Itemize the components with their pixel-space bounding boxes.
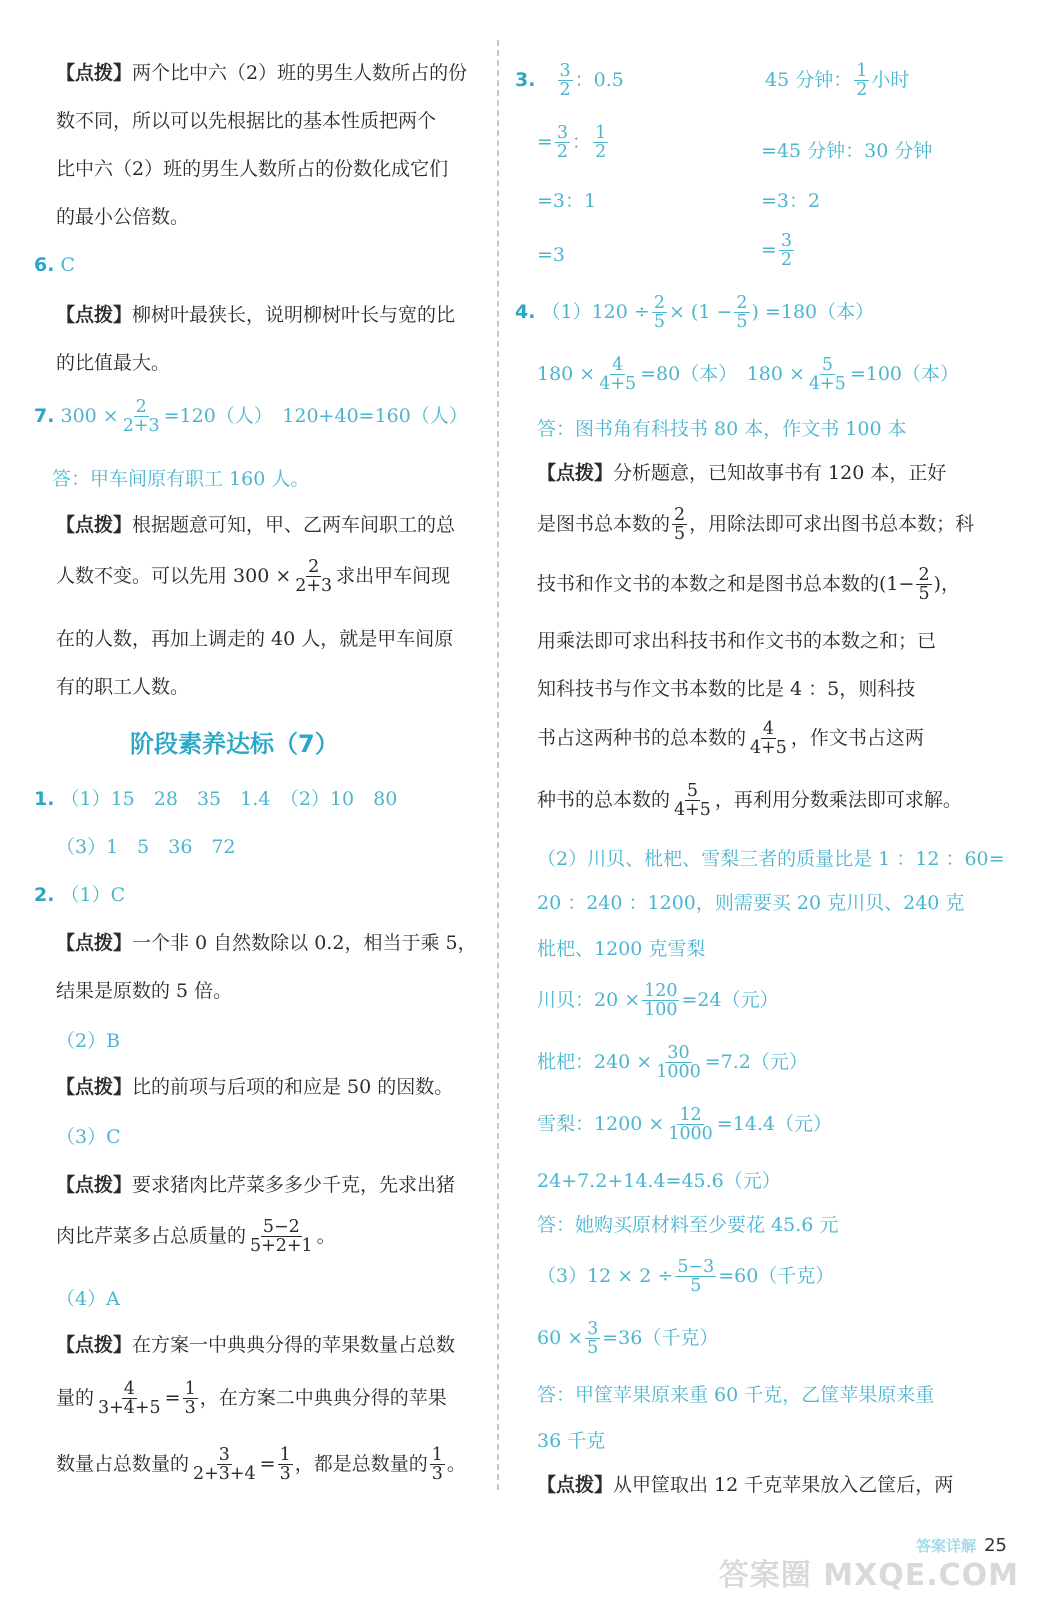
fraction	[430, 1446, 445, 1484]
numerator: 1	[595, 123, 607, 143]
denominator: 2+3+4	[193, 1464, 256, 1485]
tip-q7-line3: 在的人数，再加上调走的 40 人，就是甲车间原	[56, 628, 454, 650]
s2-2-answer: （2）B	[56, 1030, 121, 1052]
tip-q4-line1	[537, 458, 946, 485]
tip-tag: 【点拨】	[56, 1174, 133, 1196]
tip-q4-line7	[537, 782, 962, 820]
tip-p5-line4: 的最小公倍数。	[56, 206, 190, 228]
tip-text: 分析题意，已知故事书有 120 本，正好	[613, 462, 947, 484]
question-number: 6.	[34, 254, 55, 276]
tip-text: 书占这两种书的总本数的	[537, 726, 747, 749]
tip-text: 根据题意可知，甲、乙两车间职工的总	[132, 514, 456, 536]
tip-text: ，在方案二中典典分得的苹果	[199, 1386, 447, 1409]
numerator: 3	[587, 1319, 599, 1339]
fraction	[675, 1258, 716, 1296]
tip-text: 人数不变。可以先用 300 ×	[56, 564, 292, 587]
tip-tag: 【点拨】	[56, 1334, 133, 1356]
numerator: 120	[644, 981, 678, 1001]
q3-left-calc	[556, 61, 624, 101]
answer: C	[60, 254, 76, 276]
numerator: 1	[279, 1445, 291, 1465]
tip-q4-line4: 用乘法即可求出科技书和作文书的本数之和；已	[537, 630, 937, 652]
q4-2-line1: （2）川贝、枇杷、雪梨三者的质量比是 1 ：12 ：60=	[537, 848, 1005, 870]
q4-1-answer: 答：图书角有科技书 80 本，作文书 100 本	[537, 418, 907, 440]
fraction	[585, 1320, 600, 1358]
q4-3-calc1	[537, 1258, 834, 1296]
question-number: 1.	[34, 788, 55, 810]
tip-s2-3-line2	[56, 1218, 336, 1256]
question-number: 4.	[515, 300, 536, 323]
denominator: 4+5	[599, 374, 637, 395]
tip-text: 肉比芹菜多占总质量的	[56, 1224, 247, 1247]
q3-right-row4	[761, 232, 796, 270]
numerator: 5	[686, 781, 699, 801]
tip-tag: 【点拨】	[56, 1076, 133, 1098]
tip-text: 。	[316, 1224, 336, 1247]
tip-text: 要求猪肉比芹菜多多少千克，先求出猪	[132, 1174, 456, 1196]
question-3-row1	[515, 62, 624, 100]
calc-text: 60 ×	[537, 1326, 584, 1349]
fraction	[672, 506, 687, 544]
tip-tag: 【点拨】	[56, 932, 133, 954]
section-q1	[34, 784, 397, 811]
tip-p5-line3: 比中六（2）班的男生人数所占的份数化成它们	[56, 158, 449, 180]
calc-text: =7.2（元）	[704, 1050, 808, 1073]
answer: （1）15 28 35 1.4 （2）10 80	[60, 788, 398, 810]
tip-tag: 【点拨】	[537, 1474, 614, 1496]
calc-text: =100（本）	[849, 362, 959, 385]
denominator: 1000	[668, 1124, 713, 1145]
q4-1-calc2	[537, 356, 959, 394]
q4-3-answer-line2: 36 千克	[537, 1430, 606, 1452]
answer: （1）C	[60, 884, 126, 906]
numerator: 12	[679, 1105, 702, 1125]
numerator: 1	[184, 1379, 196, 1399]
tip-q4-3	[537, 1470, 953, 1497]
q3-left-row4: =3	[537, 244, 566, 266]
s2-3-answer: （3）C	[56, 1126, 121, 1148]
q4-2-calc3	[537, 1106, 832, 1144]
denominator: 5+2+1	[250, 1236, 313, 1257]
q4-3-calc2	[537, 1320, 718, 1358]
numerator: 1	[431, 1445, 443, 1465]
tip-s2-1-line1	[56, 928, 477, 955]
numerator: 30	[667, 1043, 690, 1063]
q3-left-row2	[537, 124, 610, 162]
q4-2-sum: 24+7.2+14.4=45.6（元）	[537, 1170, 781, 1192]
numerator: 2	[308, 557, 320, 577]
tip-text: 量的	[56, 1386, 95, 1409]
fraction	[916, 566, 931, 604]
numerator: 3	[559, 61, 571, 81]
fraction	[278, 1446, 293, 1484]
numerator: 3	[780, 231, 793, 251]
equals-sign: =	[259, 1452, 276, 1475]
fraction	[121, 398, 162, 436]
q3-right-row1	[765, 62, 909, 100]
fraction	[183, 1380, 198, 1418]
calc-text: （1）120 ÷	[541, 300, 650, 323]
tip-p5-line1	[56, 58, 467, 85]
tip-q4-line3	[537, 566, 960, 604]
tip-q4-line5: 知科技书与作文书本数的比是 4 ：5，则科技	[537, 678, 916, 700]
tip-text: 。	[446, 1452, 466, 1475]
calc-text: =60（千克）	[718, 1264, 835, 1287]
denominator: 5	[690, 1276, 702, 1297]
denominator: 2	[780, 250, 793, 271]
tip-text: 比的前项与后项的和应是 50 的因数。	[132, 1076, 454, 1098]
q3-left-row3: =3：1	[537, 190, 597, 212]
numerator: 2	[918, 565, 930, 585]
section-q2	[34, 880, 125, 907]
page-number: 25	[984, 1535, 1007, 1556]
calc-text: ：	[572, 130, 592, 153]
fraction	[807, 356, 848, 394]
question-7	[34, 398, 468, 436]
denominator: 5	[674, 524, 686, 545]
denominator: 3	[184, 1398, 196, 1419]
denominator: 4+5	[808, 374, 846, 395]
fraction	[293, 558, 334, 596]
q3-right-row2: =45 分钟：30 分钟	[761, 140, 933, 162]
calc-text: =36（千克）	[602, 1326, 719, 1349]
numerator: 2	[674, 505, 686, 525]
q4-2-line2: 20 ：240 ：1200，则需要买 20 克川贝、240 克	[537, 892, 965, 914]
denominator: 5	[587, 1338, 599, 1359]
fraction	[734, 294, 749, 332]
q4-1-calc	[541, 293, 875, 333]
q3-right-row3: =3：2	[761, 190, 821, 212]
tip-q4-line2	[537, 506, 974, 544]
denominator: 1000	[656, 1062, 701, 1083]
question-6	[34, 254, 75, 276]
fraction	[654, 1044, 702, 1082]
fraction	[597, 356, 638, 394]
fraction	[748, 720, 789, 758]
calc-text: 300 ×	[60, 404, 119, 427]
numerator: 1	[856, 61, 868, 81]
numerator: 2	[135, 397, 147, 417]
numerator: 3	[218, 1445, 230, 1465]
denominator: 3	[431, 1464, 443, 1485]
numerator: 2	[736, 293, 748, 313]
q7-calc	[60, 397, 468, 437]
tip-tag: 【点拨】	[56, 304, 133, 326]
tip-tag: 【点拨】	[56, 514, 133, 536]
calc-text: =14.4（元）	[716, 1112, 833, 1135]
tip-q7-line4: 有的职工人数。	[56, 676, 190, 698]
tip-q6-line1	[56, 300, 455, 327]
section-title: 阶段素养达标（7）	[130, 730, 339, 758]
column-divider	[497, 40, 499, 1490]
tip-text: 是图书总本数的	[537, 512, 671, 535]
denominator: 5	[918, 584, 930, 605]
numerator: 4	[123, 1379, 135, 1399]
denominator: 2+3	[122, 416, 160, 437]
fraction	[854, 62, 869, 100]
calc-text: 雪梨：1200 ×	[537, 1112, 665, 1135]
tip-text: 求出甲车间现	[336, 564, 451, 587]
fraction	[593, 124, 608, 162]
tip-s2-4-line1	[56, 1330, 455, 1357]
calc-text: 45 分钟：	[765, 68, 853, 91]
fraction	[779, 232, 794, 270]
tip-q6-line2: 的比值最大。	[56, 352, 171, 374]
tip-text: ，再利用分数乘法即可求解。	[714, 788, 962, 811]
tip-q4-line6	[537, 720, 924, 758]
section-q1-line2: （3）1 5 36 72	[56, 836, 236, 858]
fraction	[652, 294, 667, 332]
denominator: 2	[559, 80, 571, 101]
calc-text: =80（本） 180 ×	[640, 362, 805, 385]
question-number: 2.	[34, 884, 55, 906]
tip-s2-1-line2: 结果是原数的 5 倍。	[56, 980, 233, 1002]
tip-text: 技书和作文书的本数之和是图书总本数的(1−	[537, 572, 915, 595]
numerator: 5−2	[262, 1217, 300, 1237]
q4-2-calc2	[537, 1044, 808, 1082]
tip-p5-line2: 数不同，所以可以先根据比的基本性质把两个	[56, 110, 437, 132]
numerator: 2	[653, 293, 665, 313]
q4-2-calc1	[537, 982, 779, 1020]
denominator: 3+4+5	[98, 1398, 161, 1419]
tip-tag: 【点拨】	[56, 62, 133, 84]
denominator: 4+5	[674, 800, 711, 821]
denominator: 4+5	[750, 738, 787, 759]
equals-sign: =	[164, 1386, 181, 1409]
tip-q7-line1	[56, 510, 455, 537]
fraction	[191, 1446, 258, 1484]
calc-text: 180 ×	[537, 362, 596, 385]
tip-text: ，用除法即可求出图书总本数；科	[689, 512, 975, 535]
tip-text: 种书的总本数的	[537, 788, 671, 811]
calc-text: × (1 −	[668, 300, 733, 323]
fraction	[248, 1218, 315, 1256]
tip-text: 从甲筐取出 12 千克苹果放入乙筐后，两	[613, 1474, 954, 1496]
tip-q7-line2	[56, 558, 450, 596]
calc-text: 川贝：20 ×	[537, 988, 641, 1011]
tip-text: 柳树叶最狭长，说明柳树叶长与宽的比	[132, 304, 456, 326]
numerator: 4	[762, 719, 775, 739]
tip-text: )，	[933, 572, 960, 595]
denominator: 2	[595, 142, 607, 163]
tip-text: ，作文书占这两	[790, 726, 924, 749]
calc-text: =	[537, 130, 553, 153]
question-4	[515, 294, 874, 332]
tip-s2-4-line2	[56, 1380, 447, 1418]
q4-2-answer: 答：她购买原材料至少要花 45.6 元	[537, 1214, 839, 1236]
q4-3-answer-line1: 答：甲筐苹果原来重 60 千克，乙筐苹果原来重	[537, 1384, 935, 1406]
tip-s2-4-line3	[56, 1446, 466, 1484]
tip-s2-3-line1	[56, 1170, 455, 1197]
denominator: 2	[556, 142, 569, 163]
tip-text: 两个比中六（2）班的男生人数所占的份	[132, 62, 468, 84]
q4-2-line3: 枇杷、1200 克雪梨	[537, 938, 706, 960]
numerator: 5−3	[677, 1257, 715, 1277]
calc-text: ：0.5	[574, 68, 624, 91]
calc-text: ) =180（本）	[751, 300, 875, 323]
tip-text: ，都是总数量的	[294, 1452, 428, 1475]
tip-text: 在方案一中典典分得的苹果数量占总数	[132, 1334, 456, 1356]
calc-text: 枇杷：240 ×	[537, 1050, 653, 1073]
s2-4-answer: （4）A	[56, 1288, 120, 1310]
calc-text: 小时	[871, 68, 910, 91]
q7-answer: 答：甲车间原有职工 160 人。	[52, 468, 310, 490]
tip-tag: 【点拨】	[537, 462, 614, 484]
tip-text: 数量占总数量的	[56, 1452, 190, 1475]
calc-text: （3）12 × 2 ÷	[537, 1264, 674, 1287]
fraction	[555, 124, 570, 162]
numerator: 3	[556, 123, 569, 143]
question-number: 3.	[515, 68, 536, 91]
calc-text: =120（人） 120+40=160（人）	[163, 404, 468, 427]
calc-text: =24（元）	[681, 988, 779, 1011]
numerator: 4	[612, 355, 624, 375]
watermark: 答案圈 MXQE.COM	[718, 1558, 1019, 1593]
tip-s2-2	[56, 1072, 453, 1099]
footer-label: 答案详解	[916, 1537, 977, 1555]
denominator: 2+3	[295, 576, 333, 597]
denominator: 2	[856, 80, 868, 101]
fraction	[558, 62, 573, 100]
tip-text: 一个非 0 自然数除以 0.2，相当于乘 5，	[132, 932, 477, 954]
denominator: 5	[653, 312, 665, 333]
fraction	[672, 782, 713, 820]
fraction	[96, 1380, 163, 1418]
fraction	[642, 982, 679, 1020]
question-number: 7.	[34, 404, 55, 427]
denominator: 3	[279, 1464, 291, 1485]
fraction	[666, 1106, 714, 1144]
denominator: 5	[736, 312, 748, 333]
denominator: 100	[644, 1000, 678, 1021]
calc-text: =	[761, 238, 777, 261]
numerator: 5	[821, 355, 833, 375]
